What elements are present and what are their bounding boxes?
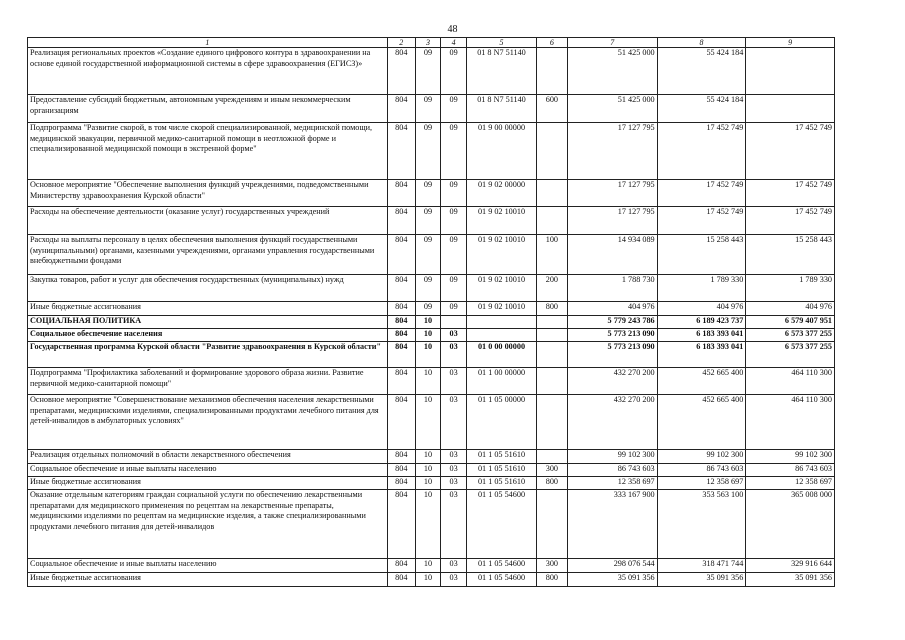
- row-name-cell: Расходы на обеспечение деятельности (оказание услуг) государственных учреждений: [28, 207, 388, 235]
- amount-cell-col9: [746, 48, 835, 95]
- subsection-code-cell: 09: [441, 180, 467, 207]
- amount-cell-col7: 35 091 356: [567, 573, 657, 587]
- section-code-cell: 10: [415, 490, 440, 559]
- ministry-code-cell: 804: [387, 329, 415, 342]
- amount-cell-col8: 1 789 330: [657, 275, 746, 302]
- row-name-cell: Иные бюджетные ассигнования: [28, 573, 388, 587]
- subsection-code-cell: 03: [441, 395, 467, 450]
- expense-type-cell: [536, 450, 567, 464]
- amount-cell-col8: 318 471 744: [657, 559, 746, 573]
- row-name-cell: Основное мероприятие "Совершенствование механизмов обеспечения населения лекарственными препаратами, медицинскими изделиями, специализированными продуктами лечебного питания для детей-инвалидов в амбулаторных условиях": [28, 395, 388, 450]
- subsection-code-cell: 03: [441, 450, 467, 464]
- amount-cell-col7: 12 358 697: [567, 477, 657, 490]
- amount-cell-col8: 452 665 400: [657, 395, 746, 450]
- expense-type-cell: [536, 490, 567, 559]
- amount-cell-col9: 35 091 356: [746, 573, 835, 587]
- amount-cell-col8: 55 424 184: [657, 48, 746, 95]
- amount-cell-col7: 51 425 000: [567, 95, 657, 123]
- table-row: [28, 316, 835, 329]
- ministry-code-cell: 804: [387, 235, 415, 275]
- section-code-cell: 09: [415, 235, 440, 275]
- amount-cell-col7: 51 425 000: [567, 48, 657, 95]
- target-article-cell: 01 1 05 51610: [467, 477, 537, 490]
- expense-type-cell: 600: [536, 95, 567, 123]
- target-article-cell: 01 1 05 54600: [467, 573, 537, 587]
- row-name-cell: СОЦИАЛЬНАЯ ПОЛИТИКА: [28, 316, 388, 329]
- column-header: 8: [657, 38, 746, 48]
- subsection-code-cell: 09: [441, 207, 467, 235]
- column-header: 5: [467, 38, 537, 48]
- ministry-code-cell: 804: [387, 368, 415, 395]
- amount-cell-col9: 17 452 749: [746, 123, 835, 180]
- amount-cell-col8: 86 743 603: [657, 464, 746, 477]
- expense-type-cell: 300: [536, 464, 567, 477]
- ministry-code-cell: 804: [387, 464, 415, 477]
- amount-cell-col7: 17 127 795: [567, 123, 657, 180]
- expense-type-cell: 800: [536, 477, 567, 490]
- amount-cell-col9: 6 579 407 951: [746, 316, 835, 329]
- subsection-code-cell: 03: [441, 464, 467, 477]
- row-name-cell: Социальное обеспечение и иные выплаты населению: [28, 559, 388, 573]
- table-row: [28, 342, 835, 368]
- amount-cell-col8: 452 665 400: [657, 368, 746, 395]
- ministry-code-cell: 804: [387, 95, 415, 123]
- amount-cell-col9: 17 452 749: [746, 207, 835, 235]
- section-code-cell: 10: [415, 573, 440, 587]
- amount-cell-col9: 99 102 300: [746, 450, 835, 464]
- amount-cell-col9: 17 452 749: [746, 180, 835, 207]
- ministry-code-cell: 804: [387, 275, 415, 302]
- amount-cell-col8: 6 183 393 041: [657, 342, 746, 368]
- amount-cell-col7: 432 270 200: [567, 368, 657, 395]
- amount-cell-col9: 365 008 000: [746, 490, 835, 559]
- subsection-code-cell: 09: [441, 275, 467, 302]
- subsection-code-cell: 03: [441, 490, 467, 559]
- section-code-cell: 09: [415, 95, 440, 123]
- amount-cell-col8: 353 563 100: [657, 490, 746, 559]
- subsection-code-cell: 03: [441, 573, 467, 587]
- expense-type-cell: [536, 123, 567, 180]
- subsection-code-cell: 09: [441, 48, 467, 95]
- amount-cell-col7: 17 127 795: [567, 180, 657, 207]
- row-name-cell: Реализация отдельных полномочий в области лекарственного обеспечения: [28, 450, 388, 464]
- amount-cell-col8: 99 102 300: [657, 450, 746, 464]
- ministry-code-cell: 804: [387, 573, 415, 587]
- expense-type-cell: [536, 329, 567, 342]
- section-code-cell: 09: [415, 48, 440, 95]
- row-name-cell: Социальное обеспечение и иные выплаты населению: [28, 464, 388, 477]
- amount-cell-col7: 14 934 089: [567, 235, 657, 275]
- amount-cell-col9: 404 976: [746, 302, 835, 316]
- amount-cell-col9: 12 358 697: [746, 477, 835, 490]
- target-article-cell: 01 9 02 10010: [467, 275, 537, 302]
- row-name-cell: Реализация региональных проектов «Создание единого цифрового контура в здравоохранении на основе единой государственной информационной системы в сфере здравоохранения (ЕГИСЗ)»: [28, 48, 388, 95]
- target-article-cell: 01 1 05 00000: [467, 395, 537, 450]
- row-name-cell: Государственная программа Курской области "Развитие здравоохранения в Курской области": [28, 342, 388, 368]
- target-article-cell: 01 9 02 10010: [467, 302, 537, 316]
- target-article-cell: 01 1 05 51610: [467, 450, 537, 464]
- column-header: 4: [441, 38, 467, 48]
- amount-cell-col8: 6 183 393 041: [657, 329, 746, 342]
- target-article-cell: [467, 316, 537, 329]
- table-row: [28, 450, 835, 464]
- subsection-code-cell: 09: [441, 235, 467, 275]
- ministry-code-cell: 804: [387, 395, 415, 450]
- amount-cell-col9: 329 916 644: [746, 559, 835, 573]
- amount-cell-col8: 17 452 749: [657, 180, 746, 207]
- section-code-cell: 10: [415, 368, 440, 395]
- amount-cell-col9: 464 110 300: [746, 368, 835, 395]
- column-header: 7: [567, 38, 657, 48]
- table-row: [28, 123, 835, 180]
- expense-type-cell: 800: [536, 302, 567, 316]
- section-code-cell: 09: [415, 180, 440, 207]
- row-name-cell: Основное мероприятие "Обеспечение выполнения функций учреждениями, подведомственными Министерству здравоохранения Курской области": [28, 180, 388, 207]
- target-article-cell: 01 9 02 10010: [467, 207, 537, 235]
- subsection-code-cell: 03: [441, 559, 467, 573]
- target-article-cell: 01 9 02 00000: [467, 180, 537, 207]
- expense-type-cell: [536, 316, 567, 329]
- target-article-cell: 01 9 00 00000: [467, 123, 537, 180]
- expense-type-cell: [536, 395, 567, 450]
- subsection-code-cell: 09: [441, 123, 467, 180]
- table-row: [28, 275, 835, 302]
- ministry-code-cell: 804: [387, 450, 415, 464]
- ministry-code-cell: 804: [387, 123, 415, 180]
- amount-cell-col9: 464 110 300: [746, 395, 835, 450]
- column-header: 3: [415, 38, 440, 48]
- expense-type-cell: [536, 368, 567, 395]
- ministry-code-cell: 804: [387, 316, 415, 329]
- amount-cell-col7: 432 270 200: [567, 395, 657, 450]
- subsection-code-cell: [441, 316, 467, 329]
- ministry-code-cell: 804: [387, 559, 415, 573]
- amount-cell-col8: 404 976: [657, 302, 746, 316]
- subsection-code-cell: 09: [441, 302, 467, 316]
- ministry-code-cell: 804: [387, 342, 415, 368]
- amount-cell-col7: 1 788 730: [567, 275, 657, 302]
- amount-cell-col9: 86 743 603: [746, 464, 835, 477]
- expense-type-cell: 200: [536, 275, 567, 302]
- amount-cell-col8: 55 424 184: [657, 95, 746, 123]
- section-code-cell: 10: [415, 464, 440, 477]
- row-name-cell: Закупка товаров, работ и услуг для обеспечения государственных (муниципальных) нужд: [28, 275, 388, 302]
- target-article-cell: 01 1 05 54600: [467, 559, 537, 573]
- target-article-cell: 01 0 00 00000: [467, 342, 537, 368]
- target-article-cell: 01 8 N7 51140: [467, 48, 537, 95]
- target-article-cell: 01 1 05 54600: [467, 490, 537, 559]
- section-code-cell: 10: [415, 316, 440, 329]
- amount-cell-col7: 5 773 213 090: [567, 329, 657, 342]
- expense-type-cell: 800: [536, 573, 567, 587]
- target-article-cell: 01 1 00 00000: [467, 368, 537, 395]
- row-name-cell: Иные бюджетные ассигнования: [28, 477, 388, 490]
- ministry-code-cell: 804: [387, 207, 415, 235]
- table-row: [28, 95, 835, 123]
- page-number: 48: [447, 24, 458, 35]
- section-code-cell: 10: [415, 450, 440, 464]
- ministry-code-cell: 804: [387, 180, 415, 207]
- table-row: [28, 180, 835, 207]
- target-article-cell: 01 1 05 51610: [467, 464, 537, 477]
- column-header: 9: [746, 38, 835, 48]
- column-header: 6: [536, 38, 567, 48]
- table-row: [28, 329, 835, 342]
- section-code-cell: 09: [415, 123, 440, 180]
- amount-cell-col9: 6 573 377 255: [746, 329, 835, 342]
- amount-cell-col7: 17 127 795: [567, 207, 657, 235]
- table-row: [28, 464, 835, 477]
- table-row: [28, 235, 835, 275]
- amount-cell-col8: 6 189 423 737: [657, 316, 746, 329]
- amount-cell-col7: 333 167 900: [567, 490, 657, 559]
- target-article-cell: 01 9 02 10010: [467, 235, 537, 275]
- expense-type-cell: [536, 180, 567, 207]
- subsection-code-cell: 03: [441, 329, 467, 342]
- amount-cell-col8: 17 452 749: [657, 207, 746, 235]
- amount-cell-col9: [746, 95, 835, 123]
- ministry-code-cell: 804: [387, 48, 415, 95]
- amount-cell-col8: 12 358 697: [657, 477, 746, 490]
- ministry-code-cell: 804: [387, 477, 415, 490]
- table-row: [28, 395, 835, 450]
- budget-table: [27, 37, 835, 587]
- amount-cell-col7: 5 773 213 090: [567, 342, 657, 368]
- target-article-cell: 01 8 N7 51140: [467, 95, 537, 123]
- row-name-cell: Социальное обеспечение населения: [28, 329, 388, 342]
- subsection-code-cell: 03: [441, 368, 467, 395]
- row-name-cell: Подпрограмма "Профилактика заболеваний и формирование здорового образа жизни. Развитие первичной медико-санитарной помощи": [28, 368, 388, 395]
- section-code-cell: 09: [415, 275, 440, 302]
- table-row: [28, 559, 835, 573]
- section-code-cell: 10: [415, 477, 440, 490]
- subsection-code-cell: 03: [441, 342, 467, 368]
- expense-type-cell: [536, 48, 567, 95]
- target-article-cell: [467, 329, 537, 342]
- amount-cell-col9: 6 573 377 255: [746, 342, 835, 368]
- subsection-code-cell: 09: [441, 95, 467, 123]
- expense-type-cell: [536, 207, 567, 235]
- table-row: [28, 477, 835, 490]
- row-name-cell: Предоставление субсидий бюджетным, автономным учреждениям и иным некоммерческим организациям: [28, 95, 388, 123]
- section-code-cell: 10: [415, 342, 440, 368]
- row-name-cell: Подпрограмма "Развитие скорой, в том числе скорой специализированной, медицинской помощи, медицинской эвакуации, первичной медико-санитарной помощи в неотложной форме и специализированной медицинской помощи в экстренной форме": [28, 123, 388, 180]
- amount-cell-col7: 86 743 603: [567, 464, 657, 477]
- column-header: 2: [387, 38, 415, 48]
- column-number-row: [28, 38, 835, 48]
- column-header: 1: [28, 38, 388, 48]
- expense-type-cell: 300: [536, 559, 567, 573]
- amount-cell-col8: 17 452 749: [657, 123, 746, 180]
- amount-cell-col9: 1 789 330: [746, 275, 835, 302]
- table-row: [28, 368, 835, 395]
- table-row: [28, 573, 835, 587]
- section-code-cell: 09: [415, 302, 440, 316]
- amount-cell-col7: 298 076 544: [567, 559, 657, 573]
- expense-type-cell: 100: [536, 235, 567, 275]
- expense-type-cell: [536, 342, 567, 368]
- table-row: [28, 48, 835, 95]
- ministry-code-cell: 804: [387, 490, 415, 559]
- section-code-cell: 09: [415, 207, 440, 235]
- subsection-code-cell: 03: [441, 477, 467, 490]
- table-row: [28, 490, 835, 559]
- row-name-cell: Расходы на выплаты персоналу в целях обеспечения выполнения функций государственными (муниципальными) органами, казенными учреждениями, органами управления государственными внебюджетными фондами: [28, 235, 388, 275]
- amount-cell-col7: 99 102 300: [567, 450, 657, 464]
- ministry-code-cell: 804: [387, 302, 415, 316]
- row-name-cell: Оказание отдельным категориям граждан социальной услуги по обеспечению лекарственными препаратами для медицинского применения по рецептам на лекарственные препараты, медицинскими изделиями по рецептам на медицинские изделия, а также специализированными продуктами лечебного питания для детей-инвалидов: [28, 490, 388, 559]
- table-body: [28, 48, 835, 587]
- amount-cell-col9: 15 258 443: [746, 235, 835, 275]
- section-code-cell: 10: [415, 559, 440, 573]
- row-name-cell: Иные бюджетные ассигнования: [28, 302, 388, 316]
- section-code-cell: 10: [415, 329, 440, 342]
- amount-cell-col7: 5 779 243 786: [567, 316, 657, 329]
- section-code-cell: 10: [415, 395, 440, 450]
- amount-cell-col8: 15 258 443: [657, 235, 746, 275]
- amount-cell-col7: 404 976: [567, 302, 657, 316]
- amount-cell-col8: 35 091 356: [657, 573, 746, 587]
- table-row: [28, 302, 835, 316]
- table-row: [28, 207, 835, 235]
